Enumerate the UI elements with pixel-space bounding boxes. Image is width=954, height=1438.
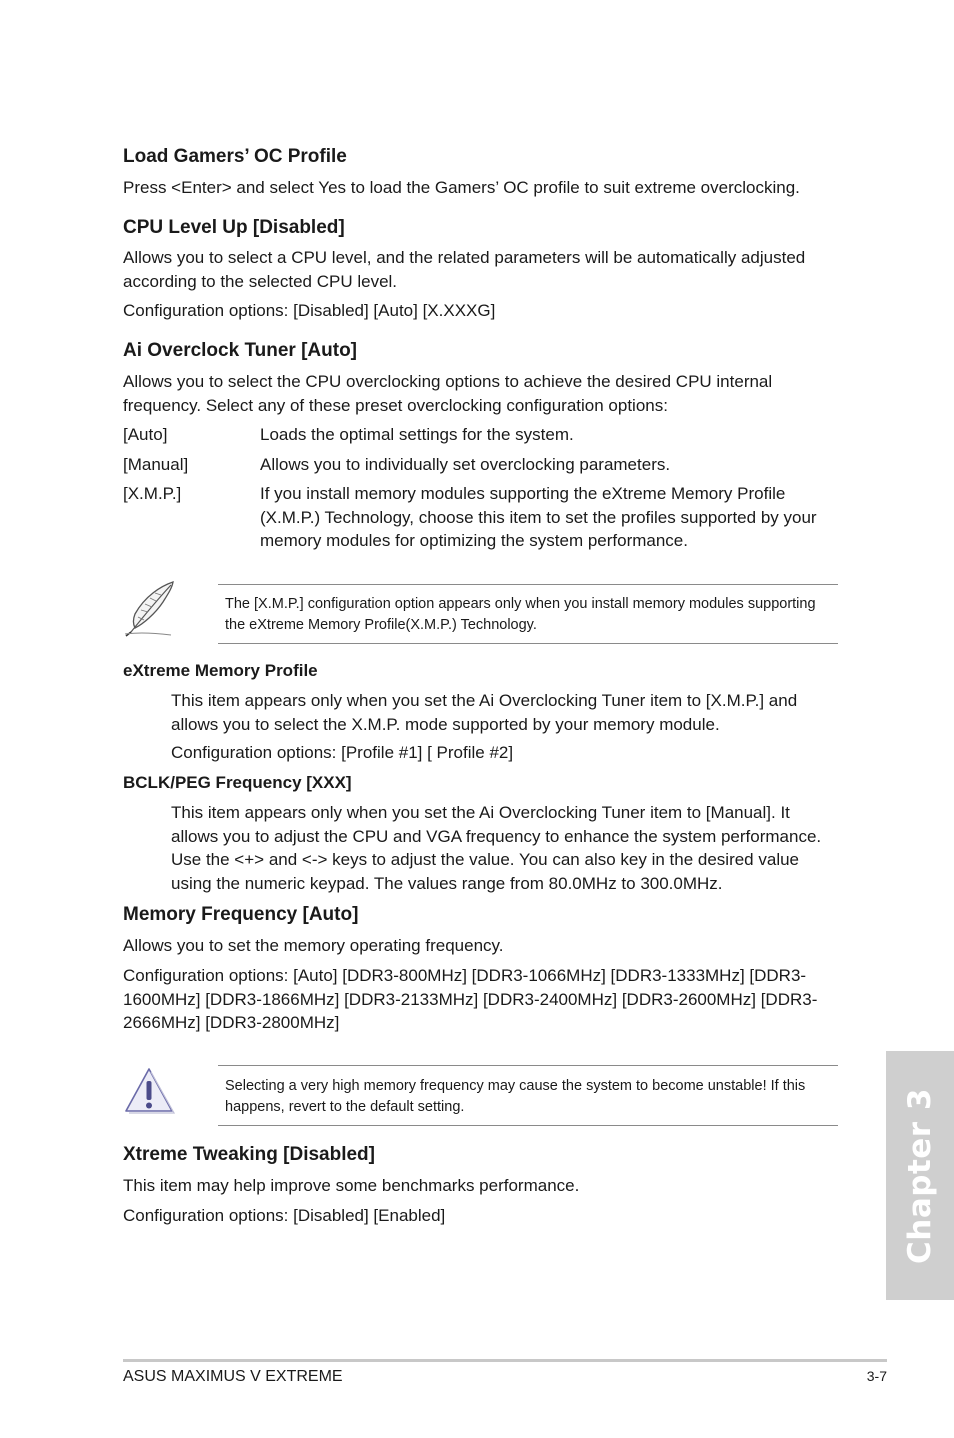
footer-product-name: ASUS MAXIMUS V EXTREME	[123, 1368, 343, 1385]
note-text: The [X.M.P.] configuration option appears only when you install memory modules supporting the eXtreme Memory Profile(X.M.P.) Technology.	[225, 596, 816, 633]
feather-quill-icon	[121, 580, 179, 643]
section-title-ai-overclock-tuner: Ai Overclock Tuner [Auto]	[123, 340, 358, 361]
section-desc-xtreme-tweaking: This item may help improve some benchmarks performance.	[123, 1176, 580, 1195]
option-value-auto: Loads the optimal settings for the system.	[260, 425, 574, 444]
section-desc-bclk-peg-frequency: This item appears only when you set the Ai Overclocking Tuner item to [Manual]. It allows you to adjust the CPU and VGA frequency to enhance the system performance. Use the <+> and <-> keys to adjust the value. You can also key in the desired value using the numeric keypad. The values range from 80.0MHz to 300.0MHz.	[171, 803, 822, 893]
section-title-xtreme-tweaking: Xtreme Tweaking [Disabled]	[123, 1144, 375, 1165]
warning-bottom-rule	[218, 1125, 838, 1126]
section-title-extreme-memory-profile: eXtreme Memory Profile	[123, 661, 318, 680]
option-key-xmp: [X.M.P.]	[123, 484, 182, 503]
section-config-memory-frequency: Configuration options: [Auto] [DDR3-800MHz] [DDR3-1066MHz] [DDR3-1333MHz] [DDR3-1600MHz] [DDR3-1866MHz] [DDR3-2133MHz] [DDR3-2400MHz] [DDR3-2600MHz] [DDR3-2666MHz] [DDR3-2800MHz]	[123, 966, 818, 1032]
section-desc-load-gamers-oc-profile: Press <Enter> and select Yes to load the Gamers’ OC profile to suit extreme overclocking.	[123, 178, 800, 197]
section-config-xtreme-tweaking: Configuration options: [Disabled] [Enabled]	[123, 1206, 446, 1225]
section-desc-memory-frequency: Allows you to set the memory operating frequency.	[123, 936, 504, 955]
chapter-tab	[886, 1051, 954, 1300]
section-title-cpu-level-up: CPU Level Up [Disabled]	[123, 217, 345, 238]
section-config-cpu-level-up: Configuration options: [Disabled] [Auto] [X.XXXG]	[123, 301, 496, 320]
option-key-auto: [Auto]	[123, 425, 168, 444]
note-top-rule	[218, 584, 838, 585]
section-desc-ai-overclock-tuner: Allows you to select the CPU overclocking options to achieve the desired CPU internal frequency. Select any of these preset overclocking configuration options:	[123, 372, 773, 415]
warning-text: Selecting a very high memory frequency may cause the system to become unstable! If this happens, revert to the default setting.	[225, 1078, 806, 1115]
footer-rule	[123, 1359, 887, 1362]
section-title-load-gamers-oc-profile: Load Gamers’ OC Profile	[123, 146, 347, 167]
section-desc-cpu-level-up: Allows you to select a CPU level, and the related parameters will be automatically adjusted according to the selected CPU level.	[123, 248, 806, 291]
option-value-manual: Allows you to individually set overclocking parameters.	[260, 455, 671, 474]
note-bottom-rule	[218, 643, 838, 644]
section-desc-extreme-memory-profile: This item appears only when you set the Ai Overclocking Tuner item to [X.M.P.] and allows you to select the X.M.P. mode supported by your memory module.	[171, 691, 798, 734]
section-title-bclk-peg-frequency: BCLK/PEG Frequency [XXX]	[123, 773, 352, 792]
warning-triangle-icon	[123, 1066, 175, 1119]
warning-top-rule	[218, 1065, 838, 1066]
option-value-xmp: If you install memory modules supporting the eXtreme Memory Profile (X.M.P.) Technology, choose this item to set the profiles supported by your memory modules for optimizing the system performance.	[260, 484, 817, 550]
option-key-manual: [Manual]	[123, 455, 189, 474]
section-config-extreme-memory-profile: Configuration options: [Profile #1] [ Profile #2]	[171, 743, 514, 762]
footer-page-number: 3-7	[866, 1368, 887, 1384]
section-title-memory-frequency: Memory Frequency [Auto]	[123, 904, 359, 925]
chapter-tab-label: Chapter 3	[902, 1087, 938, 1264]
